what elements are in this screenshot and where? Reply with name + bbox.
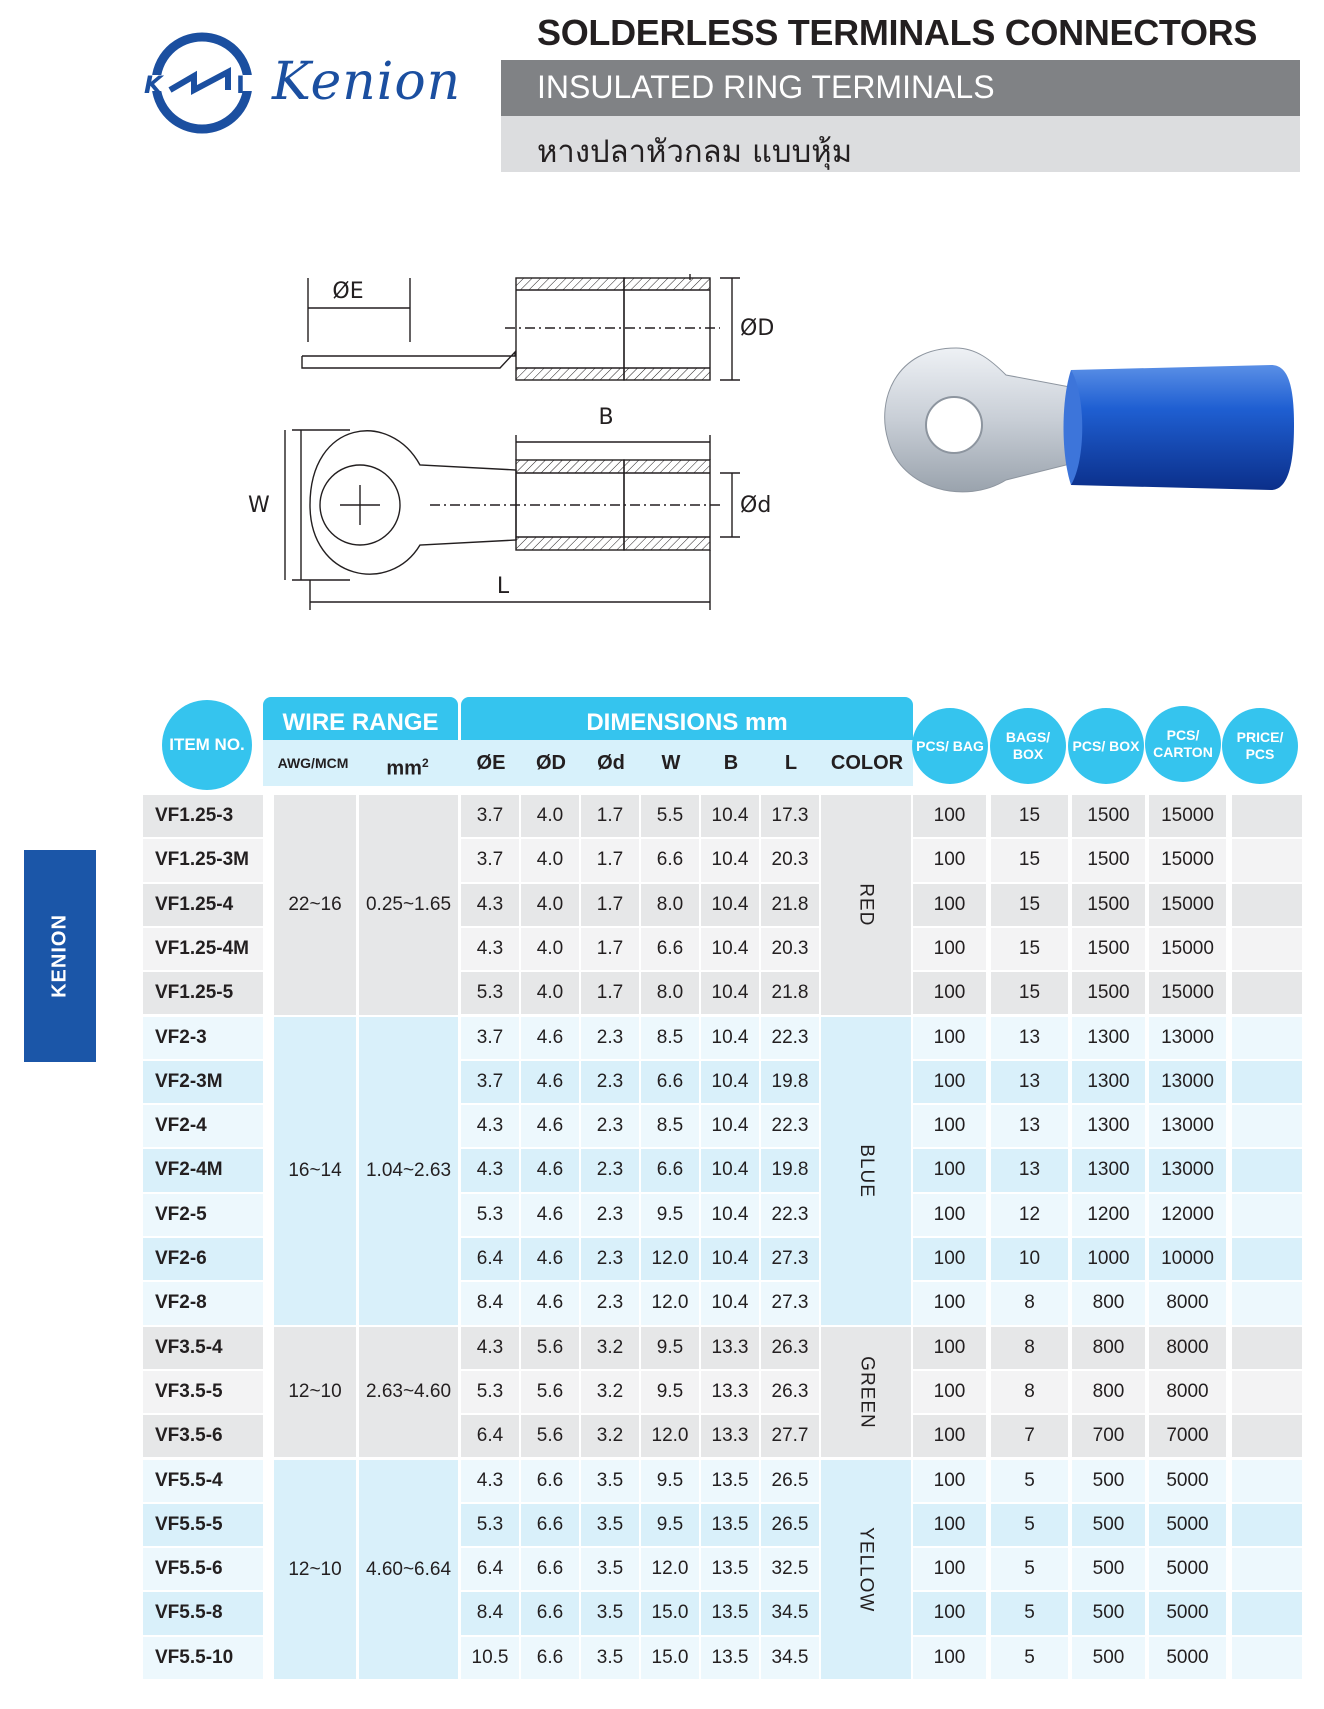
price-cell (1232, 1149, 1302, 1191)
packing-cell: 1500 (1072, 795, 1145, 837)
packing-cell: 1200 (1072, 1194, 1145, 1236)
item-no-cell: VF3.5-5 (143, 1371, 263, 1413)
packing-cell: 8000 (1149, 1282, 1226, 1324)
price-cell (1232, 1061, 1302, 1103)
label-e: ØE (332, 279, 364, 304)
packing-cell: 100 (913, 1238, 986, 1280)
item-no-cell: VF2-6 (143, 1238, 263, 1280)
packing-cell: 700 (1072, 1415, 1145, 1457)
item-no-cell: VF3.5-4 (143, 1327, 263, 1369)
packing-cell: 100 (913, 928, 986, 970)
item-no-cell: VF2-4 (143, 1105, 263, 1147)
packing-cell: 500 (1072, 1460, 1145, 1502)
label-w: W (248, 493, 270, 518)
dimension-cell: 4.6 (521, 1282, 579, 1324)
mm2-group-cell: 0.25~1.65 (359, 795, 458, 1015)
price-cell (1232, 1327, 1302, 1369)
dimension-cell: 13.5 (701, 1460, 759, 1502)
dimension-cell: 19.8 (761, 1061, 819, 1103)
packing-cell: 5000 (1149, 1548, 1226, 1590)
price-cell (1232, 1637, 1302, 1679)
dimension-cell: 6.6 (521, 1592, 579, 1634)
packing-cell: 800 (1072, 1371, 1145, 1413)
item-no-cell: VF1.25-3M (143, 839, 263, 881)
packing-cell: 13000 (1149, 1149, 1226, 1191)
packing-cell: 10 (991, 1238, 1068, 1280)
dimension-cell: 1.7 (581, 972, 639, 1014)
dimension-cell: 17.3 (761, 795, 819, 837)
packing-cell: 100 (913, 1548, 986, 1590)
dimension-cell: 1.7 (581, 928, 639, 970)
subheader-mm2 (359, 740, 456, 786)
packing-cell: 100 (913, 1504, 986, 1546)
header-item-no: ITEM NO. (162, 700, 252, 790)
dimension-cell: 9.5 (641, 1194, 699, 1236)
dimension-cell: 6.6 (641, 928, 699, 970)
packing-cell: 5000 (1149, 1504, 1226, 1546)
packing-cell: 12000 (1149, 1194, 1226, 1236)
color-label: GREEN (856, 1355, 878, 1429)
dimension-cell: 6.6 (521, 1504, 579, 1546)
dimension-cell: 4.6 (521, 1105, 579, 1147)
dimension-cell: 5.3 (461, 972, 519, 1014)
dimension-cell: 4.6 (521, 1238, 579, 1280)
packing-cell: 13000 (1149, 1061, 1226, 1103)
dimension-cell: 4.0 (521, 839, 579, 881)
item-no-cell: VF5.5-5 (143, 1504, 263, 1546)
awg-group-cell: 22~16 (274, 795, 356, 1015)
item-no-cell: VF3.5-6 (143, 1415, 263, 1457)
dimension-cell: 6.4 (461, 1415, 519, 1457)
packing-cell: 15 (991, 972, 1068, 1014)
dimension-cell: 26.5 (761, 1460, 819, 1502)
dimension-cell: 15.0 (641, 1637, 699, 1679)
dimension-cell: 1.7 (581, 795, 639, 837)
packing-cell: 8 (991, 1282, 1068, 1324)
packing-cell: 1500 (1072, 972, 1145, 1014)
price-cell (1232, 1017, 1302, 1059)
packing-cell: 5 (991, 1637, 1068, 1679)
dimension-cell: 2.3 (581, 1061, 639, 1103)
packing-cell: 8000 (1149, 1327, 1226, 1369)
packing-cell: 100 (913, 1149, 986, 1191)
svg-text:I: I (236, 71, 245, 99)
dimension-cell: 3.5 (581, 1548, 639, 1590)
dimension-cell: 10.4 (701, 795, 759, 837)
subheader-b: B (723, 752, 739, 774)
dimension-cell: 6.6 (521, 1548, 579, 1590)
awg-group-cell: 12~10 (274, 1460, 356, 1680)
packing-cell: 1500 (1072, 928, 1145, 970)
dimension-cell: 12.0 (641, 1282, 699, 1324)
dimension-cell: 10.4 (701, 1282, 759, 1324)
dimension-cell: 4.6 (521, 1149, 579, 1191)
dimension-cell: 1.7 (581, 839, 639, 881)
packing-cell: 8 (991, 1371, 1068, 1413)
packing-cell: 8000 (1149, 1371, 1226, 1413)
packing-cell: 1300 (1072, 1061, 1145, 1103)
packing-cell: 500 (1072, 1592, 1145, 1634)
dimension-cell: 6.6 (521, 1460, 579, 1502)
subheader-awg: AWG/MCM (277, 755, 349, 771)
packing-cell: 13 (991, 1017, 1068, 1059)
header-pcs-box: PCS/ BOX (1068, 708, 1144, 784)
packing-cell: 100 (913, 795, 986, 837)
packing-cell: 100 (913, 1105, 986, 1147)
color-label: RED (855, 883, 877, 927)
price-cell (1232, 1194, 1302, 1236)
dimension-cell: 3.5 (581, 1637, 639, 1679)
dimension-cell: 5.6 (521, 1327, 579, 1369)
dimension-cell: 27.3 (761, 1238, 819, 1280)
item-no-cell: VF2-8 (143, 1282, 263, 1324)
dimension-cell: 4.6 (521, 1194, 579, 1236)
dimension-cell: 15.0 (641, 1592, 699, 1634)
dimension-cell: 2.3 (581, 1017, 639, 1059)
packing-cell: 100 (913, 839, 986, 881)
dimension-cell: 13.3 (701, 1415, 759, 1457)
header-price-pcs: PRICE/ PCS (1222, 708, 1298, 784)
dimension-cell: 5.5 (641, 795, 699, 837)
awg-group-cell: 12~10 (274, 1327, 356, 1458)
dimension-cell: 4.3 (461, 884, 519, 926)
price-cell (1232, 972, 1302, 1014)
dimension-cell: 1.7 (581, 884, 639, 926)
dimension-cell: 34.5 (761, 1637, 819, 1679)
dimension-cell: 3.7 (461, 839, 519, 881)
packing-cell: 100 (913, 884, 986, 926)
dimension-cell: 6.6 (641, 1149, 699, 1191)
dimension-cell: 27.3 (761, 1282, 819, 1324)
dimension-cell: 10.5 (461, 1637, 519, 1679)
item-no-cell: VF5.5-4 (143, 1460, 263, 1502)
dimension-cell: 8.5 (641, 1105, 699, 1147)
subtitle: INSULATED RING TERMINALS (537, 69, 995, 105)
packing-cell: 100 (913, 1282, 986, 1324)
packing-cell: 15 (991, 795, 1068, 837)
packing-cell: 15000 (1149, 795, 1226, 837)
packing-cell: 1500 (1072, 884, 1145, 926)
dimension-cell: 10.4 (701, 1149, 759, 1191)
dimension-cell: 10.4 (701, 972, 759, 1014)
dimension-cell: 13.5 (701, 1592, 759, 1634)
dimension-cell: 3.2 (581, 1415, 639, 1457)
color-group-cell (821, 1460, 911, 1680)
dimension-cell: 6.4 (461, 1548, 519, 1590)
dimension-cell: 22.3 (761, 1017, 819, 1059)
dimension-cell: 10.4 (701, 1194, 759, 1236)
dimension-cell: 5.6 (521, 1415, 579, 1457)
packing-cell: 15000 (1149, 928, 1226, 970)
dimension-cell: 21.8 (761, 972, 819, 1014)
dimension-cell: 10.4 (701, 1017, 759, 1059)
dimension-cell: 6.6 (521, 1637, 579, 1679)
packing-cell: 15000 (1149, 884, 1226, 926)
packing-cell: 8 (991, 1327, 1068, 1369)
color-group-cell (821, 1327, 911, 1458)
item-no-cell: VF2-3 (143, 1017, 263, 1059)
packing-cell: 100 (913, 972, 986, 1014)
dimension-cell: 3.7 (461, 1017, 519, 1059)
packing-cell: 500 (1072, 1548, 1145, 1590)
packing-cell: 15000 (1149, 972, 1226, 1014)
dimension-cell: 2.3 (581, 1282, 639, 1324)
dimension-cell: 10.4 (701, 928, 759, 970)
packing-cell: 1500 (1072, 839, 1145, 881)
dimension-cell: 4.3 (461, 1460, 519, 1502)
subheader-mm2-text: mm (386, 757, 422, 780)
packing-cell: 1300 (1072, 1017, 1145, 1059)
dimension-cell: 9.5 (641, 1327, 699, 1369)
side-tab (24, 850, 96, 1062)
packing-cell: 7 (991, 1415, 1068, 1457)
dimension-cell: 32.5 (761, 1548, 819, 1590)
item-no-cell: VF5.5-10 (143, 1637, 263, 1679)
dimension-cell: 6.6 (641, 839, 699, 881)
packing-cell: 13 (991, 1061, 1068, 1103)
packing-cell: 5 (991, 1460, 1068, 1502)
color-group-cell (821, 795, 911, 1015)
dimension-cell: 4.0 (521, 884, 579, 926)
packing-cell: 13 (991, 1105, 1068, 1147)
price-cell (1232, 1504, 1302, 1546)
packing-cell: 5 (991, 1504, 1068, 1546)
packing-cell: 15000 (1149, 839, 1226, 881)
item-no-cell: VF1.25-4 (143, 884, 263, 926)
packing-cell: 100 (913, 1371, 986, 1413)
packing-cell: 15 (991, 928, 1068, 970)
dimension-cell: 4.3 (461, 928, 519, 970)
packing-cell: 100 (913, 1460, 986, 1502)
color-label: BLUE (856, 1143, 878, 1198)
dimension-cell: 13.5 (701, 1548, 759, 1590)
header-pcs-carton: PCS/ CARTON (1145, 706, 1221, 782)
subheader-color: COLOR (830, 752, 904, 774)
dimension-cell: 2.3 (581, 1238, 639, 1280)
packing-cell: 100 (913, 1327, 986, 1369)
packing-cell: 13000 (1149, 1017, 1226, 1059)
dimension-cell: 4.3 (461, 1105, 519, 1147)
dimension-cell: 8.4 (461, 1282, 519, 1324)
side-tab-label: KENION (48, 914, 71, 998)
dimension-cell: 13.3 (701, 1371, 759, 1413)
price-cell (1232, 1371, 1302, 1413)
dimension-cell: 3.5 (581, 1460, 639, 1502)
mm2-group-cell: 1.04~2.63 (359, 1017, 458, 1325)
color-label: YELLOW (855, 1526, 877, 1612)
dimension-cell: 4.0 (521, 795, 579, 837)
item-no-cell: VF1.25-5 (143, 972, 263, 1014)
dimension-cell: 13.5 (701, 1504, 759, 1546)
packing-cell: 100 (913, 1017, 986, 1059)
dimension-cell: 4.3 (461, 1149, 519, 1191)
header-bags-box: BAGS/ BOX (990, 708, 1066, 784)
subheader-w: W (661, 752, 681, 774)
dimension-cell: 19.8 (761, 1149, 819, 1191)
packing-cell: 10000 (1149, 1238, 1226, 1280)
thai-subtitle: หางปลาหัวกลม แบบหุ้ม (537, 134, 853, 170)
price-cell (1232, 795, 1302, 837)
dimension-cell: 4.6 (521, 1017, 579, 1059)
subheader-d-inner: Ød (597, 752, 625, 774)
dimension-cell: 13.3 (701, 1327, 759, 1369)
dimension-cell: 20.3 (761, 839, 819, 881)
svg-text:K: K (144, 71, 163, 99)
dimension-cell: 20.3 (761, 928, 819, 970)
price-cell (1232, 1282, 1302, 1324)
dimension-cell: 3.2 (581, 1327, 639, 1369)
packing-cell: 7000 (1149, 1415, 1226, 1457)
thai-subtitle-bar (501, 116, 1300, 172)
packing-cell: 100 (913, 1194, 986, 1236)
terminal-diagram (248, 260, 790, 620)
packing-cell: 15 (991, 884, 1068, 926)
subheader-e: ØE (476, 752, 506, 774)
dimension-cell: 8.0 (641, 972, 699, 1014)
packing-cell: 500 (1072, 1504, 1145, 1546)
packing-cell: 800 (1072, 1327, 1145, 1369)
dimension-cell: 10.4 (701, 1061, 759, 1103)
price-cell (1232, 1548, 1302, 1590)
label-l: L (496, 574, 510, 599)
dimension-cell: 5.3 (461, 1194, 519, 1236)
dimension-cell: 5.3 (461, 1371, 519, 1413)
item-no-cell: VF5.5-8 (143, 1592, 263, 1634)
packing-cell: 15 (991, 839, 1068, 881)
item-no-cell: VF2-4M (143, 1149, 263, 1191)
dimension-cell: 9.5 (641, 1504, 699, 1546)
price-cell (1232, 884, 1302, 926)
brand-name: Kenion (272, 52, 462, 112)
dimension-cell: 4.3 (461, 1327, 519, 1369)
item-no-cell: VF1.25-4M (143, 928, 263, 970)
subtitle-bar (501, 60, 1300, 116)
dimension-cell: 8.4 (461, 1592, 519, 1634)
price-cell (1232, 1592, 1302, 1634)
dimension-cell: 26.5 (761, 1504, 819, 1546)
dimension-cell: 12.0 (641, 1415, 699, 1457)
header-dimensions: DIMENSIONS mm (461, 697, 913, 749)
mm2-group-cell: 2.63~4.60 (359, 1327, 458, 1458)
price-cell (1232, 1105, 1302, 1147)
header-pcs-bag: PCS/ BAG (912, 708, 988, 784)
ring-terminal-photo (876, 340, 1296, 510)
dimension-cell: 8.0 (641, 884, 699, 926)
packing-cell: 5000 (1149, 1460, 1226, 1502)
color-group-cell (821, 1017, 911, 1325)
dimension-cell: 12.0 (641, 1238, 699, 1280)
label-b: B (598, 405, 614, 430)
dimension-cell: 4.0 (521, 972, 579, 1014)
packing-cell: 13000 (1149, 1105, 1226, 1147)
dimension-cell: 26.3 (761, 1371, 819, 1413)
price-cell (1232, 1415, 1302, 1457)
dimension-cell: 3.5 (581, 1592, 639, 1634)
dimension-cell: 22.3 (761, 1105, 819, 1147)
packing-cell: 100 (913, 1061, 986, 1103)
kenion-emblem-icon (142, 28, 272, 138)
subheader-mm2-sup: 2 (421, 756, 429, 770)
label-d-inner: Ød (740, 493, 772, 518)
dimension-cell: 10.4 (701, 884, 759, 926)
dimension-cell: 4.6 (521, 1061, 579, 1103)
dimension-cell: 13.5 (701, 1637, 759, 1679)
packing-cell: 1300 (1072, 1105, 1145, 1147)
dimension-cell: 8.5 (641, 1017, 699, 1059)
packing-cell: 5000 (1149, 1592, 1226, 1634)
mm2-group-cell: 4.60~6.64 (359, 1460, 458, 1680)
price-cell (1232, 1460, 1302, 1502)
packing-cell: 100 (913, 1637, 986, 1679)
dimension-cell: 2.3 (581, 1149, 639, 1191)
packing-cell: 1000 (1072, 1238, 1145, 1280)
label-d-outer: ØD (740, 316, 775, 341)
dimension-cell: 10.4 (701, 1238, 759, 1280)
packing-cell: 800 (1072, 1282, 1145, 1324)
price-cell (1232, 839, 1302, 881)
dimension-cell: 10.4 (701, 1105, 759, 1147)
item-no-cell: VF5.5-6 (143, 1548, 263, 1590)
item-no-cell: VF1.25-3 (143, 795, 263, 837)
dimension-cell: 12.0 (641, 1548, 699, 1590)
packing-cell: 5 (991, 1592, 1068, 1634)
price-cell (1232, 928, 1302, 970)
item-no-cell: VF2-3M (143, 1061, 263, 1103)
packing-cell: 5000 (1149, 1637, 1226, 1679)
dimension-cell: 5.3 (461, 1504, 519, 1546)
packing-cell: 100 (913, 1592, 986, 1634)
dimension-cell: 4.0 (521, 928, 579, 970)
dimension-cell: 3.7 (461, 795, 519, 837)
dimension-cell: 10.4 (701, 839, 759, 881)
dimension-cell: 6.6 (641, 1061, 699, 1103)
packing-cell: 500 (1072, 1637, 1145, 1679)
dimension-cell: 22.3 (761, 1194, 819, 1236)
packing-cell: 5 (991, 1548, 1068, 1590)
dimension-cell: 26.3 (761, 1327, 819, 1369)
awg-group-cell: 16~14 (274, 1017, 356, 1325)
dimension-cell: 2.3 (581, 1105, 639, 1147)
page-title: SOLDERLESS TERMINALS CONNECTORS (537, 12, 1258, 53)
packing-cell: 13 (991, 1149, 1068, 1191)
header-wire-range: WIRE RANGE (263, 697, 458, 749)
packing-cell: 1300 (1072, 1149, 1145, 1191)
dimension-cell: 3.7 (461, 1061, 519, 1103)
dimension-cell: 27.7 (761, 1415, 819, 1457)
price-cell (1232, 1238, 1302, 1280)
packing-cell: 100 (913, 1415, 986, 1457)
dimension-cell: 3.5 (581, 1504, 639, 1546)
dimension-cell: 2.3 (581, 1194, 639, 1236)
dimension-cell: 3.2 (581, 1371, 639, 1413)
dimension-cell: 9.5 (641, 1460, 699, 1502)
subheader-d-outer: ØD (536, 752, 566, 774)
item-no-cell: VF2-5 (143, 1194, 263, 1236)
dimension-cell: 21.8 (761, 884, 819, 926)
dimension-cell: 34.5 (761, 1592, 819, 1634)
dimension-cell: 9.5 (641, 1371, 699, 1413)
packing-cell: 12 (991, 1194, 1068, 1236)
dimension-cell: 6.4 (461, 1238, 519, 1280)
subheader-l: L (784, 752, 798, 774)
dimension-cell: 5.6 (521, 1371, 579, 1413)
